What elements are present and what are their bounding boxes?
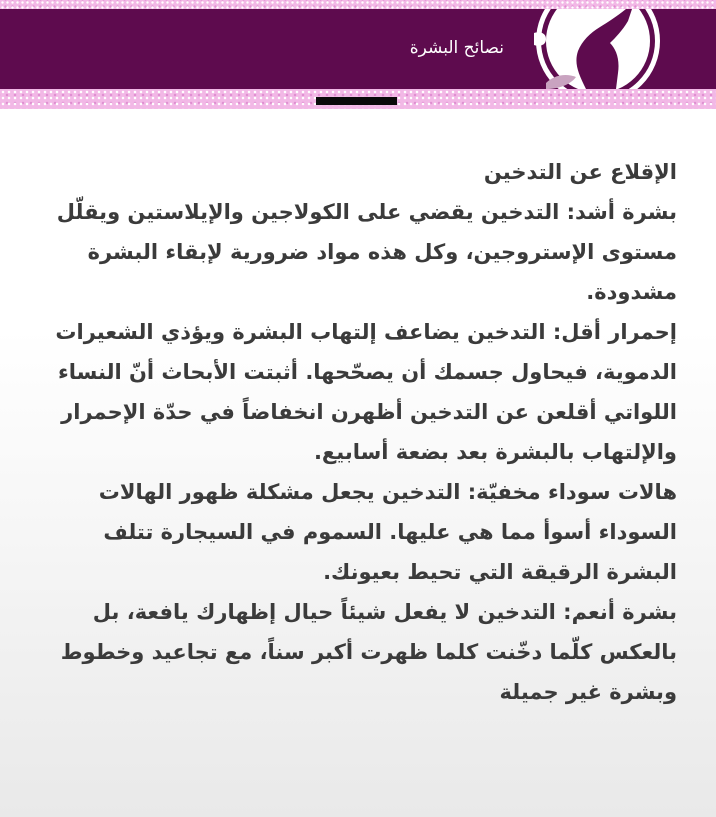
paragraph-less-redness: إحمرار أقل: التدخين يضاعف إلتهاب البشرة ويؤذي الشعيرات الدموية، فيحاول جسمك أن يصحّحها. أثبتت الأبحاث أنّ النساء اللواتي أقلعن عن التدخين أظهرن انخفاضاً في حدّة الإحمرار والإلتهاب بالبشرة بعد بضعة أسابيع.: [55, 320, 677, 464]
paragraph-firmer-skin: بشرة أشد: التدخين يقضي على الكولاجين والإيلاستين ويقلّل مستوى الإستروجين، وكل هذه مواد ضرورية لإبقاء البشرة مشدودة.: [56, 200, 677, 304]
app-header: [0, 9, 716, 89]
paragraph-dark-circles: هالات سوداء مخفيّة: التدخين يجعل مشكلة ظهور الهالات السوداء أسوأ مما هي عليها. السموم في السيجارة تتلف البشرة الرقيقة التي تحيط بعيونك.: [98, 480, 677, 584]
page-title: نصائح البشرة: [409, 38, 504, 58]
drag-handle[interactable]: [316, 97, 397, 105]
article-heading: الإقلاع عن التدخين: [483, 160, 677, 184]
woman-silhouette-logo-icon: [516, 9, 676, 89]
article-content: [40, 152, 677, 712]
header-pattern-top: [0, 0, 716, 9]
paragraph-softer-skin: بشرة أنعم: التدخين لا يفعل شيئاً حيال إظهارك يافعة، بل بالعكس كلّما دخّنت كلما ظهرت أكبر سناً، مع تجاعيد وخطوط وبشرة غير جميلة: [60, 600, 677, 704]
